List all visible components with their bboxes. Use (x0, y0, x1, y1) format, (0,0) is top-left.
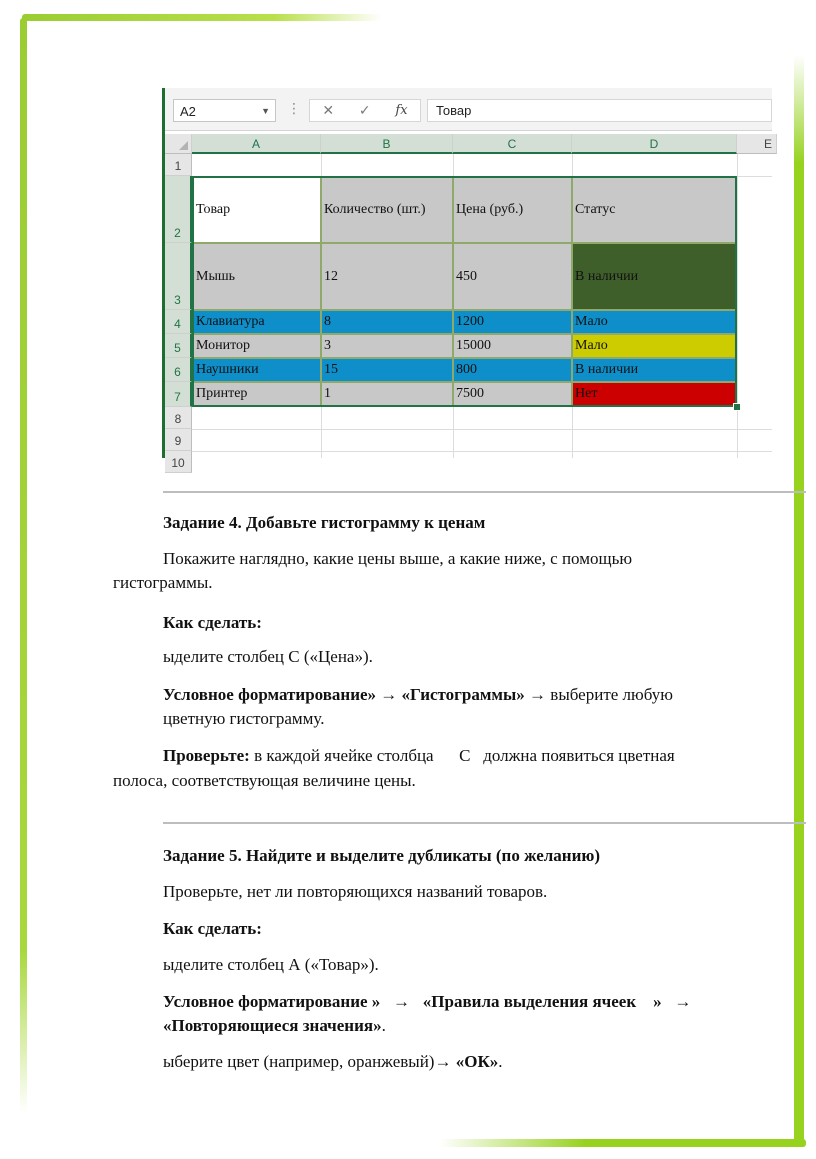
select-all-corner[interactable] (165, 134, 192, 154)
task4-step2-line2: цветную гистограмму. (163, 709, 325, 728)
cell-c7[interactable]: 7500 (452, 381, 573, 407)
row-header-10[interactable]: 10 (165, 451, 192, 473)
section-divider (163, 491, 806, 493)
task5-step3 (163, 1051, 503, 1073)
cell-b4[interactable]: 8 (320, 309, 454, 335)
cell-c4[interactable]: 1200 (452, 309, 573, 335)
task4-step2 (163, 684, 673, 706)
cell-b7[interactable]: 1 (320, 381, 454, 407)
task4-title: Задание 4. Добавьте гистограмму к ценам (163, 513, 486, 532)
task5-step3-end: . (498, 1052, 503, 1071)
chevron-down-icon[interactable]: ▼ (261, 106, 270, 116)
column-header-a[interactable]: A (192, 134, 321, 154)
row-header-2[interactable]: 2 (165, 176, 192, 243)
cell-a3[interactable]: Мышь (192, 242, 322, 311)
cell-c5[interactable]: 15000 (452, 333, 573, 359)
task5-desc: Проверьте, нет ли повторяющихся названий товаров. (163, 882, 548, 901)
task4-desc-line2: гистограммы. (113, 573, 213, 592)
gridline (192, 429, 772, 430)
cell-b2[interactable]: Количество (шт.) (320, 176, 454, 244)
task5-step2-line2 (163, 1015, 386, 1037)
task4-step1: ыделите столбец С («Цена»). (163, 647, 373, 666)
frame-top-border (22, 14, 382, 21)
column-header-e[interactable]: E (737, 134, 777, 154)
task5-title: Задание 5. Найдите и выделите дубликаты (по желанию) (163, 846, 601, 865)
task4-step2-bold: Условное форматирование» → «Гистограммы» → (163, 685, 547, 704)
gridline (737, 154, 738, 458)
cell-d5[interactable]: Мало (571, 333, 737, 359)
cell-b3[interactable]: 12 (320, 242, 454, 311)
row-header-4[interactable]: 4 (165, 310, 192, 334)
check-icon[interactable]: ✓ (358, 102, 371, 118)
row-header-7[interactable]: 7 (165, 382, 192, 407)
task5-how-label: Как сделать: (163, 919, 262, 938)
cell-a5[interactable]: Монитор (192, 333, 322, 359)
cell-c6[interactable]: 800 (452, 357, 573, 383)
cell-d6[interactable]: В наличии (571, 357, 737, 383)
task5-step1: ыделите столбец А («Товар»). (163, 955, 379, 974)
task5-step2-bold: «Повторяющиеся значения» (163, 1016, 382, 1035)
task5-step2-line1: Условное форматирование » → «Правила выделения ячеек » → (163, 992, 692, 1011)
excel-screenshot (162, 88, 773, 470)
row-header-6[interactable]: 6 (165, 358, 192, 382)
task4-step2-rest: выберите любую (546, 685, 673, 704)
cell-d3[interactable]: В наличии (571, 242, 737, 311)
formula-actions (309, 99, 421, 122)
formula-bar (165, 88, 772, 131)
cell-a6[interactable]: Наушники (192, 357, 322, 383)
cell-a2[interactable]: Товар (192, 176, 322, 244)
cell-d2[interactable]: Статус (571, 176, 737, 244)
cell-b6[interactable]: 15 (320, 357, 454, 383)
cell-d7[interactable]: Нет (571, 381, 737, 407)
task4-desc-line1: Покажите наглядно, какие цены выше, а какие ниже, с помощью (163, 549, 633, 568)
task5-step3-ok: «ОК» (455, 1052, 499, 1071)
column-header-c[interactable]: C (453, 134, 572, 154)
frame-right-border (794, 55, 804, 1145)
row-header-3[interactable]: 3 (165, 243, 192, 310)
row-header-5[interactable]: 5 (165, 334, 192, 358)
name-box[interactable] (173, 99, 276, 122)
section-divider (163, 822, 806, 824)
task4-check (163, 745, 675, 767)
insert-function-icon[interactable]: fx (395, 103, 408, 118)
row-header-8[interactable]: 8 (165, 407, 192, 429)
cancel-icon[interactable]: ✕ (322, 102, 335, 118)
frame-bottom-border (440, 1139, 806, 1147)
task4-check-line2: полоса, соответствующая величине цены. (113, 771, 416, 790)
task5-step2-end: . (381, 1016, 386, 1035)
formula-input[interactable]: Товар (427, 99, 772, 122)
fill-handle[interactable] (733, 403, 741, 411)
gridline (192, 451, 772, 452)
task5-step3-rest: ыберите цвет (например, оранжевый)→ (163, 1052, 456, 1071)
task4-check-rest: в каждой ячейке столбца С должна появиться цветная (249, 746, 675, 765)
column-header-d[interactable]: D (572, 134, 737, 154)
cell-c3[interactable]: 450 (452, 242, 573, 311)
name-box-value: A2 (180, 104, 196, 119)
cell-d4[interactable]: Мало (571, 309, 737, 335)
more-vertical-icon: ⋮ (287, 100, 301, 116)
cell-a7[interactable]: Принтер (192, 381, 322, 407)
cell-b5[interactable]: 3 (320, 333, 454, 359)
row-header-9[interactable]: 9 (165, 429, 192, 451)
frame-left-border (20, 18, 27, 1113)
cell-c2[interactable]: Цена (руб.) (452, 176, 573, 244)
task4-how-label: Как сделать: (163, 613, 262, 632)
cell-a4[interactable]: Клавиатура (192, 309, 322, 335)
column-header-b[interactable]: B (321, 134, 453, 154)
task4-check-label: Проверьте: (163, 746, 250, 765)
row-header-1[interactable]: 1 (165, 154, 192, 176)
